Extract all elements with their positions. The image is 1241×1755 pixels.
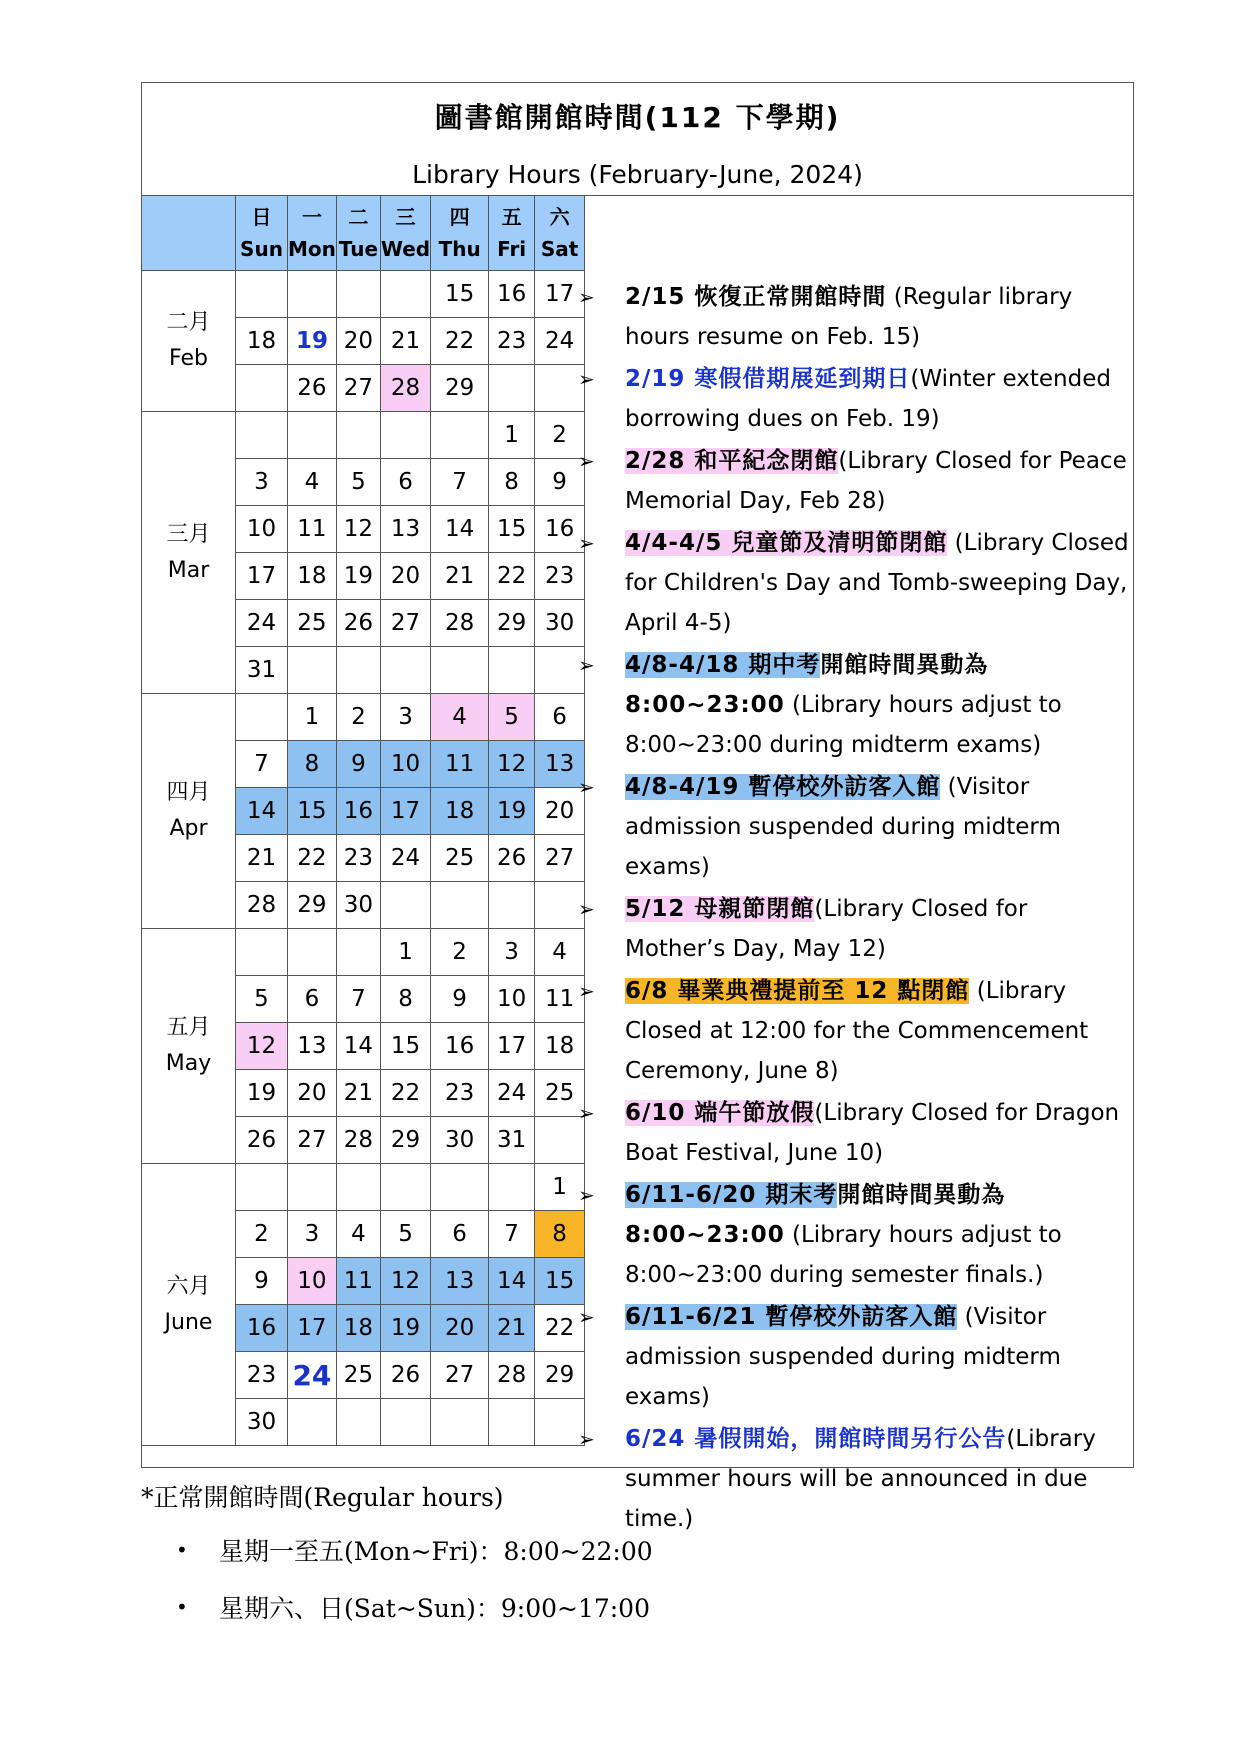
day-cell: 1: [288, 694, 337, 741]
day-cell: 8: [535, 1211, 585, 1258]
regular-hours-heading: *正常開館時間(Regular hours): [141, 1483, 504, 1512]
month-label: [142, 929, 236, 1164]
month-zh: 二月: [166, 310, 211, 335]
day-cell: 29: [489, 600, 535, 647]
empty-day-cell: [288, 1399, 337, 1446]
empty-day-cell: [489, 882, 535, 929]
note-date-label: 2/28 和平紀念閉館: [625, 448, 839, 474]
day-cell: 19: [288, 318, 337, 365]
note-description: (Library hours adjust to 8:00~23:00 during midterm exams): [625, 692, 1062, 758]
day-cell: 20: [380, 553, 430, 600]
day-cell: 25: [336, 1352, 380, 1399]
month-zh: 六月: [166, 1273, 211, 1299]
empty-day-cell: [336, 647, 380, 694]
arrow-bullet-icon: ➢: [578, 979, 595, 1003]
page-title: 圖書館開館時間(112 下學期): [434, 101, 841, 134]
day-cell: 28: [236, 882, 288, 929]
arrow-bullet-icon: ➢: [578, 897, 595, 921]
day-cell: 28: [431, 600, 489, 647]
day-cell: 3: [288, 1211, 337, 1258]
day-cell: 10: [380, 741, 430, 788]
weekday-zh: 三: [395, 205, 416, 229]
note-description: (Visitor admission suspended during midterm exams): [625, 1304, 1061, 1410]
empty-day-cell: [380, 1164, 430, 1211]
page-subtitle: Library Hours (February-June, 2024): [412, 160, 863, 189]
empty-day-cell: [431, 882, 489, 929]
month-en: Mar: [167, 557, 210, 583]
weekday-en: Fri: [497, 237, 527, 261]
day-cell: 11: [535, 976, 585, 1023]
day-cell: 14: [431, 506, 489, 553]
day-cell: 29: [431, 365, 489, 412]
day-cell: 26: [288, 365, 337, 412]
day-cell: 24: [236, 600, 288, 647]
day-cell: 16: [535, 506, 585, 553]
day-cell: 30: [431, 1117, 489, 1164]
day-cell: 29: [288, 882, 337, 929]
day-cell: 6: [288, 976, 337, 1023]
empty-day-cell: [380, 882, 430, 929]
day-cell: 19: [380, 1305, 430, 1352]
day-cell: 20: [535, 788, 585, 835]
empty-day-cell: [380, 1399, 430, 1446]
month-zh: 四月: [166, 780, 211, 805]
day-cell: 24: [380, 835, 430, 882]
weekday-header: [288, 196, 337, 271]
day-cell: 2: [336, 694, 380, 741]
day-cell: 21: [236, 835, 288, 882]
note-item: [574, 1297, 1134, 1417]
day-cell: 14: [489, 1258, 535, 1305]
day-cell: 11: [288, 506, 337, 553]
day-cell: 18: [336, 1305, 380, 1352]
notes-list: [574, 277, 1134, 1541]
day-cell: 9: [236, 1258, 288, 1305]
weekday-zh: 四: [449, 205, 470, 229]
day-cell: 22: [288, 835, 337, 882]
day-cell: 20: [288, 1070, 337, 1117]
note-item: [574, 1093, 1134, 1173]
note-description: (Library summer hours will be announced in due time.): [625, 1426, 1096, 1532]
day-cell: 21: [380, 318, 430, 365]
day-cell: 27: [431, 1352, 489, 1399]
day-cell: 8: [288, 741, 337, 788]
day-cell: 4: [288, 459, 337, 506]
note-item: [574, 277, 1134, 357]
day-cell: 19: [336, 553, 380, 600]
day-cell: 23: [336, 835, 380, 882]
weekday-zh: 一: [301, 205, 322, 229]
day-cell: 11: [431, 741, 489, 788]
note-item: [574, 523, 1134, 643]
day-cell: 5: [489, 694, 535, 741]
day-cell: 10: [489, 976, 535, 1023]
day-cell: 6: [380, 459, 430, 506]
day-cell: 28: [489, 1352, 535, 1399]
day-cell: 24: [535, 318, 585, 365]
empty-day-cell: [489, 647, 535, 694]
empty-day-cell: [288, 412, 337, 459]
note-date-label: 5/12 母親節閉館: [625, 896, 815, 922]
day-cell: 9: [431, 976, 489, 1023]
day-cell: 30: [336, 882, 380, 929]
note-description: (Winter extended borrowing dues on Feb. 19): [625, 366, 1111, 432]
empty-day-cell: [380, 412, 430, 459]
day-cell: 16: [336, 788, 380, 835]
empty-day-cell: [236, 365, 288, 412]
day-cell: 26: [336, 600, 380, 647]
day-cell: 5: [336, 459, 380, 506]
note-date-label: 6/10 端午節放假: [625, 1100, 815, 1126]
day-cell: 12: [489, 741, 535, 788]
day-cell: 10: [236, 506, 288, 553]
empty-day-cell: [288, 647, 337, 694]
day-cell: 23: [535, 553, 585, 600]
empty-day-cell: [336, 412, 380, 459]
note-description: (Library Closed for Dragon Boat Festival, June 10): [625, 1100, 1120, 1166]
arrow-bullet-icon: ➢: [578, 285, 595, 309]
day-cell: 22: [489, 553, 535, 600]
day-cell: 24: [489, 1070, 535, 1117]
day-cell: 3: [380, 694, 430, 741]
day-cell: 4: [535, 929, 585, 976]
empty-day-cell: [336, 1399, 380, 1446]
note-date-label: 2/19 寒假借期展延到期日: [625, 366, 911, 392]
arrow-bullet-icon: ➢: [578, 367, 595, 391]
day-cell: 11: [336, 1258, 380, 1305]
note-date-label: 6/8 畢業典禮提前至 12 點閉館: [625, 978, 970, 1004]
empty-day-cell: [336, 1164, 380, 1211]
arrow-bullet-icon: ➢: [578, 1101, 595, 1125]
note-date-label: 4/8-4/18 期中考: [625, 652, 821, 678]
day-cell: 21: [431, 553, 489, 600]
arrow-bullet-icon: ➢: [578, 449, 595, 473]
calendar-table: [141, 195, 585, 1446]
weekday-zh: 五: [501, 205, 522, 229]
bullet-icon: •: [176, 1595, 188, 1619]
weekday-header: [380, 196, 430, 271]
day-cell: 22: [431, 318, 489, 365]
note-date-label: 6/11-6/21 暫停校外訪客入館: [625, 1304, 958, 1330]
day-cell: 26: [489, 835, 535, 882]
note-item: [574, 767, 1134, 887]
day-cell: 30: [236, 1399, 288, 1446]
day-cell: 1: [380, 929, 430, 976]
empty-day-cell: [489, 365, 535, 412]
day-cell: 29: [380, 1117, 430, 1164]
day-cell: 7: [336, 976, 380, 1023]
day-cell: 9: [535, 459, 585, 506]
day-cell: 14: [236, 788, 288, 835]
arrow-bullet-icon: ➢: [578, 1183, 595, 1207]
day-cell: 15: [489, 506, 535, 553]
day-cell: 17: [380, 788, 430, 835]
month-label: [142, 412, 236, 694]
month-zh: 五月: [166, 1015, 211, 1040]
day-cell: 21: [336, 1070, 380, 1117]
note-date-label: 2/15 恢復正常開館時間: [625, 284, 887, 310]
day-cell: 20: [431, 1305, 489, 1352]
day-cell: 18: [431, 788, 489, 835]
day-cell: 4: [336, 1211, 380, 1258]
day-cell: 17: [535, 271, 585, 318]
day-cell: 1: [535, 1164, 585, 1211]
day-cell: 27: [380, 600, 430, 647]
day-cell: 21: [489, 1305, 535, 1352]
weekday-zh: 六: [549, 205, 570, 229]
day-cell: 15: [431, 271, 489, 318]
day-cell: 17: [236, 553, 288, 600]
day-cell: 26: [236, 1117, 288, 1164]
weekend-hours: 星期六、日(Sat~Sun)：9:00~17:00: [219, 1594, 650, 1623]
day-cell: 29: [535, 1352, 585, 1399]
day-cell: 7: [489, 1211, 535, 1258]
day-cell: 13: [288, 1023, 337, 1070]
arrow-bullet-icon: ➢: [578, 1427, 595, 1451]
day-cell: 27: [535, 835, 585, 882]
day-cell: 6: [431, 1211, 489, 1258]
note-item: [574, 971, 1134, 1091]
note-description: (Library Closed for Children's Day and Tomb-sweeping Day, April 4-5): [625, 530, 1129, 636]
note-item: [574, 1419, 1134, 1539]
day-cell: 16: [431, 1023, 489, 1070]
note-date-label: 4/8-4/19 暫停校外訪客入館: [625, 774, 941, 800]
month-label: [142, 694, 236, 929]
month-en: Feb: [169, 346, 208, 371]
note-item: [574, 1175, 1134, 1295]
day-cell: 4: [431, 694, 489, 741]
arrow-bullet-icon: ➢: [578, 531, 595, 555]
day-cell: 10: [288, 1258, 337, 1305]
empty-day-cell: [236, 412, 288, 459]
header-blank-cell: [142, 196, 236, 271]
day-cell: 8: [489, 459, 535, 506]
month-label: [142, 271, 236, 412]
day-cell: 25: [535, 1070, 585, 1117]
month-zh: 三月: [166, 521, 211, 547]
weekday-zh: 日: [251, 205, 272, 229]
empty-day-cell: [288, 271, 337, 318]
weekday-en: Wed: [380, 237, 431, 261]
day-cell: 25: [431, 835, 489, 882]
empty-day-cell: [380, 271, 430, 318]
day-cell: 16: [236, 1305, 288, 1352]
weekday-header: [535, 196, 585, 271]
day-cell: 12: [336, 506, 380, 553]
empty-day-cell: [236, 1164, 288, 1211]
weekday-en: Sun: [240, 237, 283, 261]
day-cell: 3: [236, 459, 288, 506]
day-cell: 18: [288, 553, 337, 600]
note-description: (Visitor admission suspended during midterm exams): [625, 774, 1061, 880]
note-date-label: 4/4-4/5 兒童節及清明節閉館: [625, 530, 948, 556]
day-cell: 12: [236, 1023, 288, 1070]
day-cell: 17: [288, 1305, 337, 1352]
day-cell: 23: [431, 1070, 489, 1117]
day-cell: 25: [288, 600, 337, 647]
weekday-zh: 二: [348, 205, 369, 229]
day-cell: 12: [380, 1258, 430, 1305]
empty-day-cell: [431, 1399, 489, 1446]
empty-day-cell: [336, 271, 380, 318]
empty-day-cell: [489, 1399, 535, 1446]
weekday-header: [236, 196, 288, 271]
day-cell: 7: [431, 459, 489, 506]
day-cell: 16: [489, 271, 535, 318]
day-cell: 14: [336, 1023, 380, 1070]
day-cell: 20: [336, 318, 380, 365]
day-cell: 13: [535, 741, 585, 788]
empty-day-cell: [336, 929, 380, 976]
weekday-header: [336, 196, 380, 271]
day-cell: 30: [535, 600, 585, 647]
note-description: (Regular library hours resume on Feb. 15): [625, 284, 1073, 350]
day-cell: 22: [535, 1305, 585, 1352]
month-en: Apr: [169, 816, 208, 841]
note-hours-label: 開館時間異動為 8:00~23:00: [625, 652, 989, 718]
note-item: [574, 889, 1134, 969]
day-cell: 18: [535, 1023, 585, 1070]
month-en: May: [165, 1051, 212, 1076]
day-cell: 19: [236, 1070, 288, 1117]
note-date-label: 6/24 暑假開始，開館時間另行公告: [625, 1426, 1007, 1452]
day-cell: 13: [431, 1258, 489, 1305]
weekday-en: Mon: [288, 237, 336, 261]
note-description: (Library hours adjust to 8:00~23:00 during semester finals.): [625, 1222, 1062, 1288]
day-cell: 24: [288, 1352, 337, 1399]
day-cell: 15: [535, 1258, 585, 1305]
day-cell: 22: [380, 1070, 430, 1117]
empty-day-cell: [431, 1164, 489, 1211]
weekday-header: [489, 196, 535, 271]
day-cell: 23: [236, 1352, 288, 1399]
day-cell: 23: [489, 318, 535, 365]
empty-day-cell: [431, 647, 489, 694]
note-description: (Library Closed at 12:00 for the Commencement Ceremony, June 8): [625, 978, 1089, 1084]
note-item: [574, 359, 1134, 439]
day-cell: 2: [236, 1211, 288, 1258]
note-hours-label: 開館時間異動為 8:00~23:00: [625, 1182, 1006, 1248]
day-cell: 15: [380, 1023, 430, 1070]
note-description: (Library Closed for Mother’s Day, May 12): [625, 896, 1028, 962]
day-cell: 2: [535, 412, 585, 459]
arrow-bullet-icon: ➢: [578, 775, 595, 799]
note-description: (Library Closed for Peace Memorial Day, Feb 28): [625, 448, 1127, 514]
empty-day-cell: [288, 1164, 337, 1211]
weekday-en: Tue: [338, 237, 379, 261]
empty-day-cell: [236, 929, 288, 976]
day-cell: 1: [489, 412, 535, 459]
arrow-bullet-icon: ➢: [578, 1305, 595, 1329]
day-cell: 5: [380, 1211, 430, 1258]
empty-day-cell: [288, 929, 337, 976]
note-item: [574, 645, 1134, 765]
day-cell: 6: [535, 694, 585, 741]
empty-day-cell: [236, 271, 288, 318]
day-cell: 26: [380, 1352, 430, 1399]
month-label: [142, 1164, 236, 1446]
day-cell: 7: [236, 741, 288, 788]
day-cell: 9: [336, 741, 380, 788]
day-cell: 27: [288, 1117, 337, 1164]
empty-day-cell: [489, 1164, 535, 1211]
day-cell: 13: [380, 506, 430, 553]
day-cell: 28: [380, 365, 430, 412]
day-cell: 28: [336, 1117, 380, 1164]
bullet-icon: •: [176, 1538, 188, 1562]
day-cell: 5: [236, 976, 288, 1023]
day-cell: 8: [380, 976, 430, 1023]
empty-day-cell: [236, 694, 288, 741]
weekday-en: Sat: [540, 237, 579, 261]
day-cell: 2: [431, 929, 489, 976]
day-cell: 3: [489, 929, 535, 976]
day-cell: 31: [489, 1117, 535, 1164]
day-cell: 27: [336, 365, 380, 412]
arrow-bullet-icon: ➢: [578, 653, 595, 677]
note-item: [574, 441, 1134, 521]
month-en: June: [164, 1309, 213, 1335]
weekday-hours: 星期一至五(Mon~Fri)：8:00~22:00: [219, 1537, 653, 1566]
day-cell: 19: [489, 788, 535, 835]
day-cell: 18: [236, 318, 288, 365]
day-cell: 15: [288, 788, 337, 835]
day-cell: 17: [489, 1023, 535, 1070]
empty-day-cell: [431, 412, 489, 459]
weekday-header: [431, 196, 489, 271]
weekday-en: Thu: [438, 237, 481, 261]
empty-day-cell: [380, 647, 430, 694]
day-cell: 31: [236, 647, 288, 694]
note-date-label: 6/11-6/20 期末考: [625, 1182, 838, 1208]
